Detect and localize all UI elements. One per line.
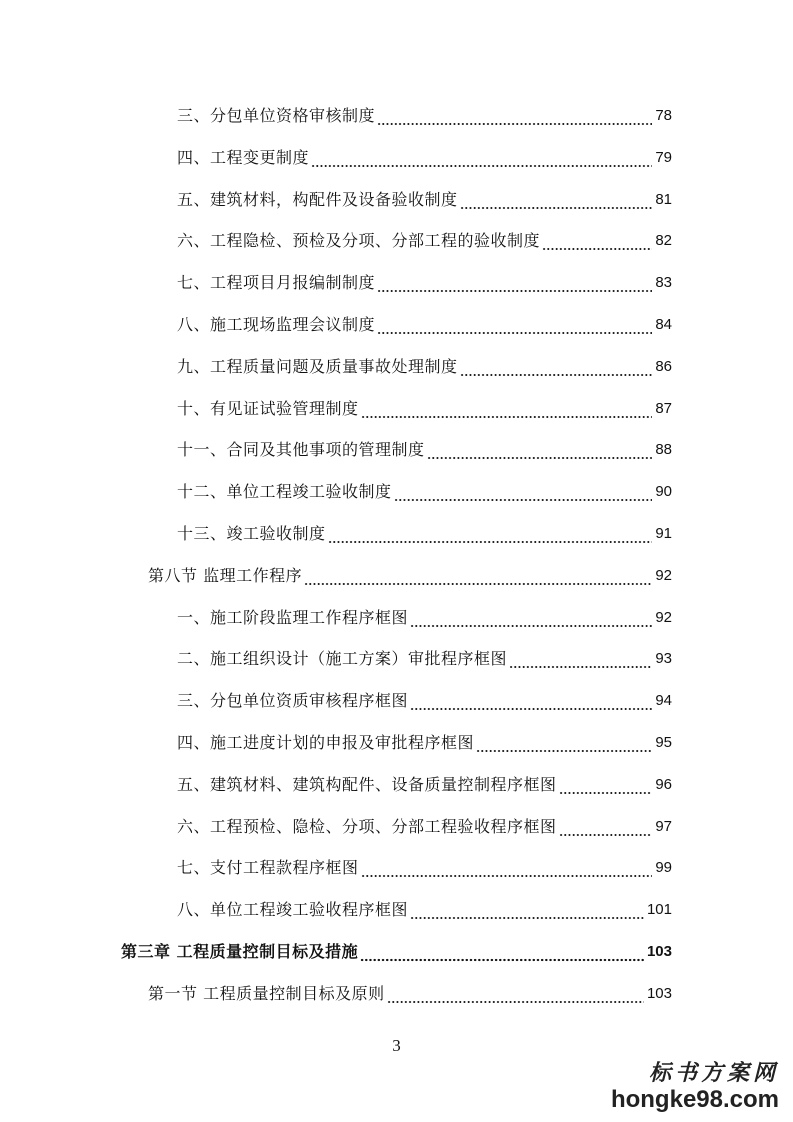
toc-entry-page: 103 xyxy=(646,985,672,1002)
toc-dot-leader xyxy=(394,481,653,503)
toc-entry-title: 第三章 工程质量控制目标及措施 xyxy=(121,942,359,961)
toc-entry-page: 93 xyxy=(655,650,672,667)
toc-dot-leader xyxy=(559,816,653,838)
toc-entry-title: 六、工程预检、隐检、分项、分部工程验收程序框图 xyxy=(177,817,557,836)
toc-entry-page: 82 xyxy=(655,232,672,249)
watermark-name: 标书方案网 xyxy=(648,1060,779,1086)
toc-entry-page: 101 xyxy=(646,901,672,918)
toc-dot-leader xyxy=(387,983,644,1005)
toc-entry-title: 十、有见证试验管理制度 xyxy=(177,399,359,418)
toc-dot-leader xyxy=(460,356,653,378)
toc-entry[interactable] xyxy=(0,262,793,294)
toc-dot-leader xyxy=(476,732,652,754)
toc-entry-title: 六、工程隐检、预检及分项、分部工程的验收制度 xyxy=(177,231,541,250)
toc-entry-title: 四、工程变更制度 xyxy=(177,148,310,167)
toc-dot-leader xyxy=(460,189,653,211)
toc-entry-title: 第八节 监理工作程序 xyxy=(148,566,303,585)
toc-entry-page: 97 xyxy=(655,818,672,835)
toc-entry[interactable] xyxy=(0,220,793,252)
toc-entry-title: 五、建筑材料，构配件及设备验收制度 xyxy=(177,190,458,209)
toc-entry-page: 99 xyxy=(655,859,672,876)
toc-entry[interactable] xyxy=(0,764,793,796)
toc-entry[interactable] xyxy=(0,806,793,838)
page-number: 3 xyxy=(392,1036,401,1055)
toc-entry-page: 88 xyxy=(655,441,672,458)
toc-entry[interactable] xyxy=(0,513,793,545)
toc-entry-title: 五、建筑材料、建筑构配件、设备质量控制程序框图 xyxy=(177,775,557,794)
toc-entry-page: 95 xyxy=(655,734,672,751)
toc-entry-page: 96 xyxy=(655,776,672,793)
toc-dot-leader xyxy=(509,648,652,670)
toc-entry-page: 90 xyxy=(655,483,672,500)
toc-entry-page: 87 xyxy=(655,400,672,417)
toc-entry-title: 十三、竣工验收制度 xyxy=(177,524,326,543)
toc-entry[interactable] xyxy=(0,889,793,921)
toc-entry-page: 94 xyxy=(655,692,672,709)
toc-entry-chapter[interactable] xyxy=(0,931,793,963)
toc-dot-leader xyxy=(377,105,652,127)
toc-entry-title: 三、分包单位资格审核制度 xyxy=(177,106,376,125)
toc-entry-page: 81 xyxy=(655,191,672,208)
toc-entry-page: 91 xyxy=(655,525,672,542)
toc-entry[interactable] xyxy=(0,429,793,461)
toc-dot-leader xyxy=(410,899,644,921)
toc-entry-page: 92 xyxy=(655,567,672,584)
toc-entry-page: 92 xyxy=(655,609,672,626)
toc-dot-leader xyxy=(311,147,652,169)
toc-dot-leader xyxy=(361,398,653,420)
toc-entry-page: 86 xyxy=(655,358,672,375)
toc-entry[interactable] xyxy=(0,179,793,211)
toc-entry[interactable] xyxy=(0,555,793,587)
toc-entry[interactable] xyxy=(0,638,793,670)
toc-entry[interactable] xyxy=(0,597,793,629)
toc-entry-title: 八、施工现场监理会议制度 xyxy=(177,315,376,334)
toc-entry-title: 八、单位工程竣工验收程序框图 xyxy=(177,900,409,919)
toc-entry[interactable] xyxy=(0,973,793,1005)
toc-entry-title: 九、工程质量问题及质量事故处理制度 xyxy=(177,357,458,376)
toc-entry-page: 84 xyxy=(655,316,672,333)
toc-entry-title: 三、分包单位资质审核程序框图 xyxy=(177,691,409,710)
toc-entry-page: 103 xyxy=(646,943,672,960)
toc-dot-leader xyxy=(328,523,653,545)
toc-entry[interactable] xyxy=(0,847,793,879)
toc-dot-leader xyxy=(377,272,652,294)
toc-entry[interactable] xyxy=(0,680,793,712)
toc-entry-title: 一、施工阶段监理工作程序框图 xyxy=(177,608,409,627)
toc-entry[interactable] xyxy=(0,346,793,378)
toc-dot-leader xyxy=(410,607,652,629)
watermark-url: hongke98.com xyxy=(610,1086,779,1113)
toc-entry-title: 十二、单位工程竣工验收制度 xyxy=(177,482,392,501)
watermark xyxy=(611,1060,779,1114)
toc-entry-title: 十一、合同及其他事项的管理制度 xyxy=(177,440,425,459)
toc-dot-leader xyxy=(304,565,652,587)
toc-entry[interactable] xyxy=(0,304,793,336)
toc-dot-leader xyxy=(361,857,653,879)
toc-dot-leader xyxy=(377,314,652,336)
toc-entry[interactable] xyxy=(0,388,793,420)
toc-entry-title: 七、支付工程款程序框图 xyxy=(177,858,359,877)
toc-entry[interactable] xyxy=(0,95,793,127)
toc-dot-leader xyxy=(360,941,644,963)
toc-entry[interactable] xyxy=(0,471,793,503)
toc-entry-title: 第一节 工程质量控制目标及原则 xyxy=(148,984,385,1003)
toc-entry[interactable] xyxy=(0,722,793,754)
toc-entry[interactable] xyxy=(0,137,793,169)
toc-entry-page: 79 xyxy=(655,149,672,166)
toc-dot-leader xyxy=(410,690,652,712)
toc-entry-title: 四、施工进度计划的申报及审批程序框图 xyxy=(177,733,475,752)
toc-entry-title: 二、施工组织设计（施工方案）审批程序框图 xyxy=(177,649,508,668)
toc-dot-leader xyxy=(559,774,653,796)
toc-dot-leader xyxy=(427,439,653,461)
toc-dot-leader xyxy=(542,230,652,252)
toc-entry-title: 七、工程项目月报编制制度 xyxy=(177,273,376,292)
toc-entry-page: 83 xyxy=(655,274,672,291)
toc-entry-page: 78 xyxy=(655,107,672,124)
